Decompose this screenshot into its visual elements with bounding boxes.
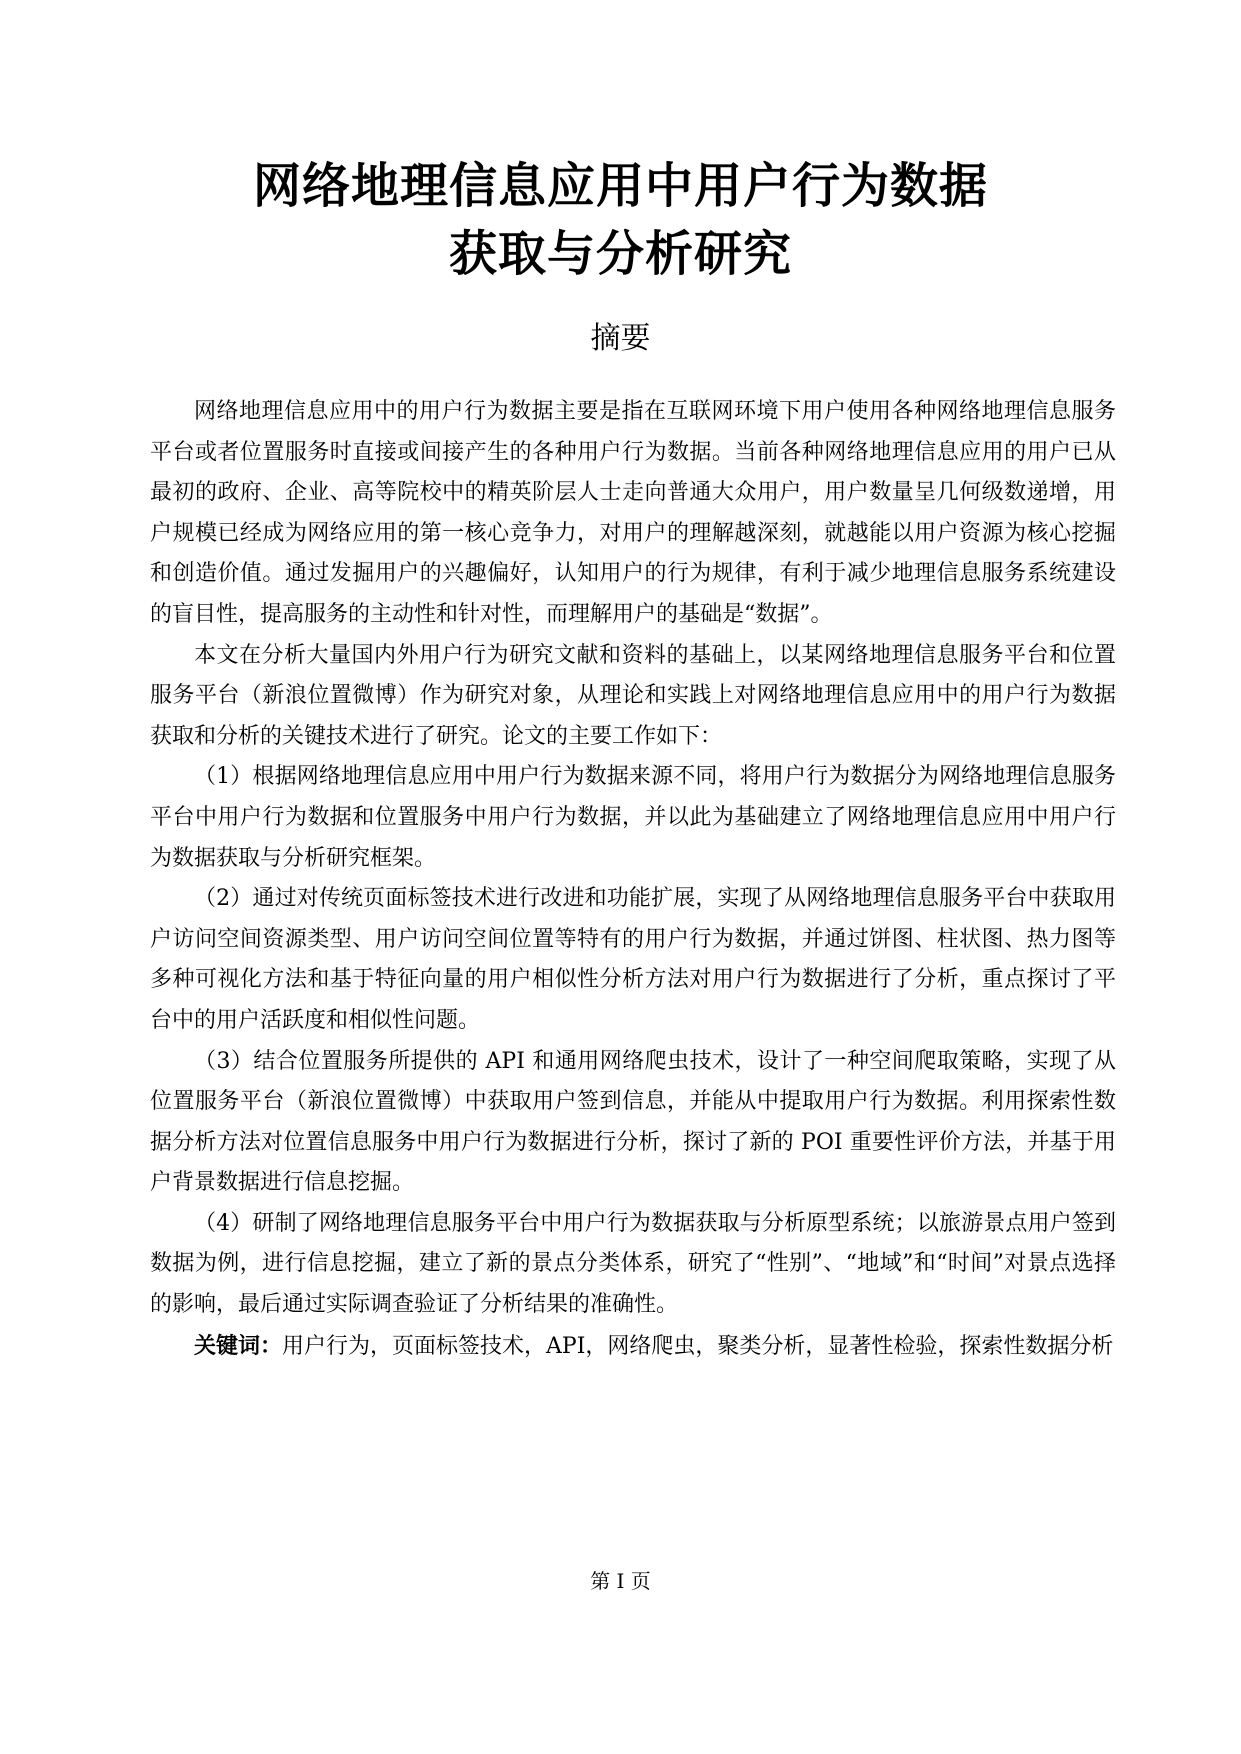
keywords-paragraph — [150, 1326, 1116, 1368]
keywords-label: 关键词： — [194, 1332, 283, 1359]
abstract-paragraph: （1）根据网络地理信息应用中用户行为数据来源不同，将用户行为数据分为网络地理信息服务平台中用户行为数据和位置服务中用户行为数据，并以此为基础建立了网络地理信息应用中用户行为数据获取与分析研究框架。 — [150, 764, 1116, 871]
abstract-heading: 摘要 — [590, 321, 651, 356]
abstract-paragraph: （3）结合位置服务所提供的 API 和通用网络爬虫技术，设计了一种空间爬取策略，实现了从位置服务平台（新浪位置微博）中获取用户签到信息，并能从中提取用户行为数据。利用探索性数据分析方法对位置信息服务中用户行为数据进行分析，探讨了新的 POI 重要性评价方法，并基于用户背景数据进行信息挖掘。 — [150, 1048, 1116, 1196]
keywords-text: 用户行为，页面标签技术，API，网络爬虫，聚类分析，显著性检验，探索性数据分析 — [282, 1333, 1114, 1359]
document-title-line-1: 网络地理信息应用中用户行为数据 — [252, 158, 988, 214]
document-title-line-2: 获取与分析研究 — [448, 226, 792, 282]
abstract-paragraph: 本文在分析大量国内外用户行为研究文献和资料的基础上，以某网络地理信息服务平台和位置服务平台（新浪位置微博）作为研究对象，从理论和实践上对网络地理信息应用中的用户行为数据获取和分析的关键技术进行了研究。论文的主要工作如下： — [150, 642, 1116, 749]
abstract-body — [150, 392, 1116, 1367]
abstract-paragraph: （4）研制了网络地理信息服务平台中用户行为数据获取与分析原型系统；以旅游景点用户签到数据为例，进行信息挖掘，建立了新的景点分类体系，研究了“性别”、“地域”和“时间”对景点选择的影响，最后通过实际调查验证了分析结果的准确性。 — [150, 1210, 1116, 1318]
page-number: 第 I 页 — [590, 1569, 651, 1593]
abstract-paragraph: 网络地理信息应用中的用户行为数据主要是指在互联网环境下用户使用各种网络地理信息服务平台或者位置服务时直接或间接产生的各种用户行为数据。当前各种网络地理信息应用的用户已从最初的政府、企业、高等院校中的精英阶层人士走向普通大众用户，用户数量呈几何级数递增，用户规模已经成为网络应用的第一核心竞争力，对用户的理解越深刻，就越能以用户资源为核心挖掘和创造价值。通过发掘用户的兴趣偏好，认知用户的行为规律，有利于减少地理信息服务系统建设的盲目性，提高服务的主动性和针对性，而理解用户的基础是“数据”。 — [150, 399, 1116, 627]
abstract-paragraph: （2）通过对传统页面标签技术进行改进和功能扩展，实现了从网络地理信息服务平台中获取用户访问空间资源类型、用户访问空间位置等特有的用户行为数据，并通过饼图、柱状图、热力图等多种可视化方法和基于特征向量的用户相似性分析方法对用户行为数据进行了分析，重点探讨了平台中的用户活跃度和相似性问题。 — [150, 886, 1116, 1033]
